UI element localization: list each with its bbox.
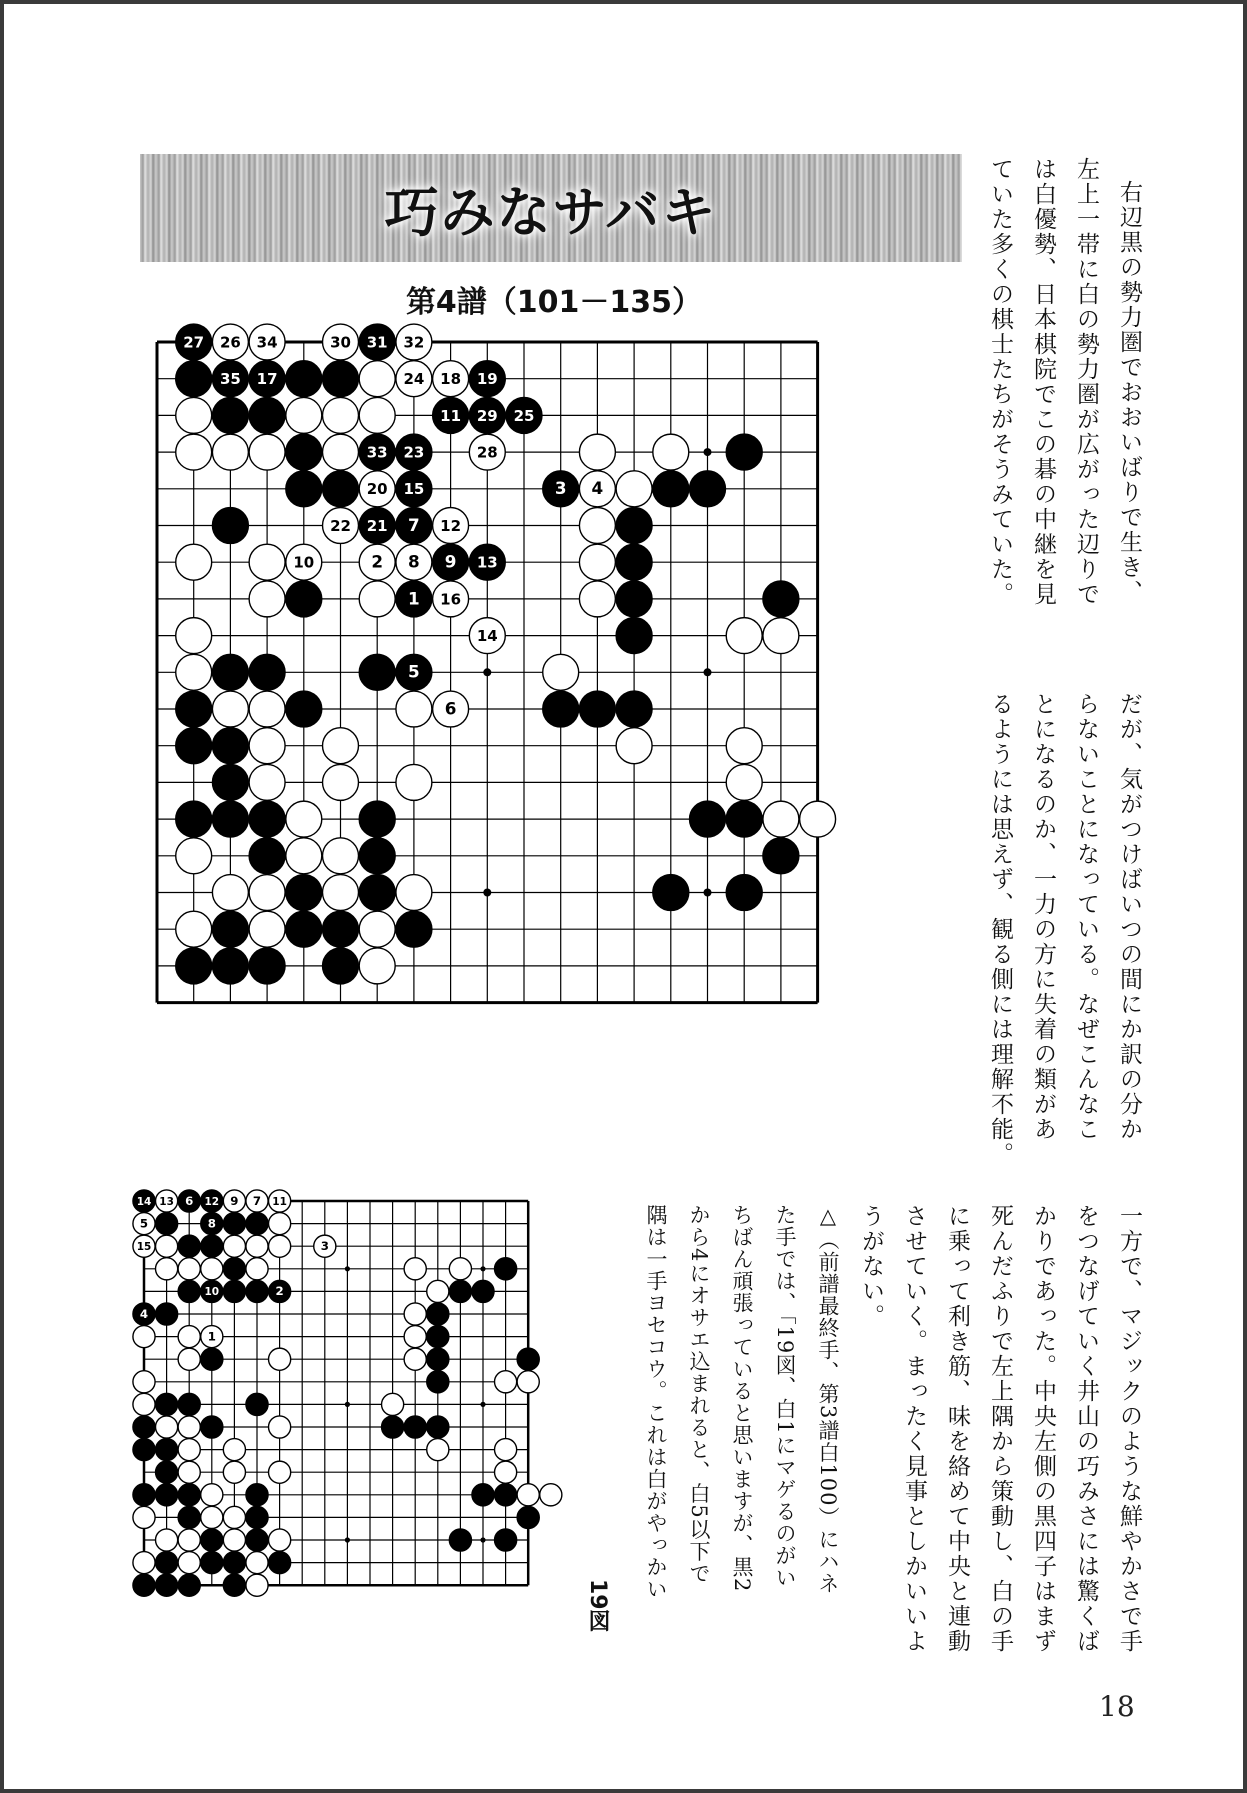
black-stone	[286, 434, 322, 470]
white-stone	[178, 1529, 200, 1551]
move-number: 1	[408, 588, 420, 609]
move-number: 9	[444, 551, 457, 572]
white-stone	[517, 1484, 539, 1506]
black-stone	[517, 1506, 539, 1528]
white-stone	[323, 397, 359, 433]
white-stone	[178, 1439, 200, 1461]
white-stone	[223, 1235, 245, 1257]
white-stone	[763, 801, 799, 837]
black-stone	[212, 508, 248, 544]
move-number: 4	[591, 478, 604, 499]
move-number: 26	[219, 333, 241, 352]
black-stone	[726, 875, 762, 911]
black-stone	[763, 581, 799, 617]
white-stone	[249, 728, 285, 764]
black-stone	[249, 948, 285, 984]
white-stone	[396, 875, 432, 911]
move-number: 16	[440, 590, 462, 609]
white-stone	[176, 654, 212, 690]
move-number: 10	[293, 553, 315, 572]
main-text2-column-1: だが、気がつけばいつの間にか訳の分か	[1116, 692, 1142, 1142]
black-stone	[246, 1213, 268, 1235]
lower-text-column-5: に乗って利き筋、味を絡めて中央と連動	[944, 1204, 970, 1654]
black-stone	[246, 1393, 268, 1415]
white-stone	[249, 544, 285, 580]
move-number: 12	[204, 1195, 220, 1208]
white-stone	[178, 1258, 200, 1280]
black-stone	[223, 1574, 245, 1596]
black-stone	[176, 801, 212, 837]
star-point	[480, 1402, 485, 1407]
black-stone	[286, 691, 322, 727]
black-stone	[323, 911, 359, 947]
move-number: 15	[403, 480, 425, 499]
lower-text-column-2: をつなげていく井山の巧みさには驚くば	[1073, 1204, 1099, 1654]
white-stone	[286, 838, 322, 874]
move-number: 28	[476, 443, 498, 462]
black-stone	[726, 801, 762, 837]
move-number: 30	[330, 333, 351, 352]
move-number: 7	[408, 514, 420, 535]
black-stone	[178, 1235, 200, 1257]
black-stone	[178, 1484, 200, 1506]
white-stone	[176, 618, 212, 654]
white-stone	[246, 1574, 268, 1596]
move-number: 7	[252, 1193, 262, 1208]
white-stone	[427, 1439, 449, 1461]
black-stone	[156, 1393, 178, 1415]
move-number: 14	[136, 1195, 152, 1208]
diagram-caption: 第4譜（101－135）	[405, 285, 703, 320]
white-stone	[269, 1529, 291, 1551]
black-stone	[249, 654, 285, 690]
white-stone	[249, 691, 285, 727]
black-stone	[286, 471, 322, 507]
black-stone	[246, 1484, 268, 1506]
black-stone	[382, 1416, 404, 1438]
black-stone	[495, 1484, 517, 1506]
move-number: 24	[403, 370, 425, 389]
white-stone	[249, 875, 285, 911]
white-stone	[133, 1506, 155, 1528]
white-stone	[178, 1326, 200, 1348]
white-stone	[249, 764, 285, 800]
star-point	[704, 668, 712, 676]
white-stone	[269, 1213, 291, 1235]
black-stone	[212, 764, 248, 800]
white-stone	[156, 1529, 178, 1551]
black-stone	[495, 1258, 517, 1280]
black-stone	[286, 361, 322, 397]
white-stone	[223, 1461, 245, 1483]
title-banner	[140, 154, 962, 262]
move-number: 5	[139, 1216, 149, 1231]
white-stone	[249, 581, 285, 617]
black-stone	[176, 691, 212, 727]
black-stone	[653, 471, 689, 507]
white-stone	[323, 875, 359, 911]
white-stone	[726, 764, 762, 800]
lower-text-column-3: かりであった。中央左側の黒四子はまず	[1030, 1204, 1056, 1654]
move-number: 31	[366, 333, 388, 352]
white-stone	[286, 397, 322, 433]
black-stone	[133, 1439, 155, 1461]
white-stone	[133, 1371, 155, 1393]
black-stone	[449, 1529, 471, 1551]
white-stone	[178, 1416, 200, 1438]
main-text-column-2: 左上一帯に白の勢力圏が広がった辺りで	[1073, 157, 1099, 607]
move-number: 21	[366, 516, 388, 535]
black-stone	[176, 361, 212, 397]
white-stone	[176, 434, 212, 470]
black-stone	[616, 581, 652, 617]
white-stone	[176, 544, 212, 580]
white-stone	[249, 434, 285, 470]
black-stone	[156, 1484, 178, 1506]
black-stone	[472, 1280, 494, 1302]
black-stone	[201, 1416, 223, 1438]
move-number: 9	[230, 1193, 239, 1208]
black-stone	[690, 471, 726, 507]
black-stone	[176, 948, 212, 984]
white-stone	[269, 1461, 291, 1483]
white-stone	[579, 544, 615, 580]
black-stone	[133, 1416, 155, 1438]
black-stone	[427, 1303, 449, 1325]
white-stone	[517, 1371, 539, 1393]
main-text-column-3: は白優勢、日本棋院でこの碁の中継を見	[1030, 157, 1056, 607]
black-stone	[359, 838, 395, 874]
star-point	[345, 1537, 350, 1542]
white-stone	[653, 434, 689, 470]
lower-text-column-1: 一方で、マジックのような鮮やかさで手	[1116, 1204, 1142, 1654]
move-number: 35	[219, 370, 241, 389]
lower-text-column-7: うがない。	[858, 1204, 884, 1329]
white-stone	[427, 1280, 449, 1302]
white-stone	[495, 1439, 517, 1461]
white-stone	[579, 581, 615, 617]
move-number: 5	[408, 661, 420, 682]
white-stone	[223, 1439, 245, 1461]
star-point	[345, 1402, 350, 1407]
white-stone	[543, 654, 579, 690]
move-number: 8	[408, 551, 420, 572]
black-stone	[178, 1280, 200, 1302]
white-stone	[396, 764, 432, 800]
white-stone	[323, 434, 359, 470]
black-stone	[156, 1213, 178, 1235]
white-stone	[404, 1326, 426, 1348]
move-number: 4	[139, 1306, 149, 1321]
black-stone	[201, 1348, 223, 1370]
white-stone	[359, 397, 395, 433]
white-stone	[133, 1326, 155, 1348]
black-stone	[178, 1393, 200, 1415]
black-stone	[653, 875, 689, 911]
white-stone	[156, 1416, 178, 1438]
black-stone	[726, 434, 762, 470]
black-stone	[427, 1326, 449, 1348]
black-stone	[156, 1303, 178, 1325]
black-stone	[286, 581, 322, 617]
move-number: 6	[185, 1193, 194, 1208]
lower-text-column-6: させていく。まったく見事としかいいよ	[901, 1204, 927, 1654]
go-board-19-figure	[122, 1186, 592, 1636]
white-stone	[249, 911, 285, 947]
black-stone	[212, 728, 248, 764]
black-stone	[156, 1439, 178, 1461]
white-stone	[323, 838, 359, 874]
white-stone	[616, 471, 652, 507]
white-stone	[133, 1552, 155, 1574]
move-number: 22	[330, 516, 351, 535]
move-number: 11	[440, 406, 462, 425]
white-stone	[359, 948, 395, 984]
white-stone	[223, 1506, 245, 1528]
black-stone	[212, 948, 248, 984]
move-number: 23	[403, 443, 425, 462]
black-stone	[133, 1574, 155, 1596]
black-stone	[212, 911, 248, 947]
white-stone	[246, 1552, 268, 1574]
black-stone	[616, 508, 652, 544]
black-stone	[156, 1574, 178, 1596]
white-stone	[323, 728, 359, 764]
go-board-main	[152, 320, 952, 1100]
star-point	[483, 889, 491, 897]
move-number: 13	[476, 553, 498, 572]
main-text2-column-2: らないことになっている。なぜこんなこ	[1073, 692, 1099, 1142]
note-text-column-3: ちばん頑張っていると思いますが、黒2	[730, 1204, 754, 1593]
move-number: 10	[204, 1286, 220, 1299]
white-stone	[178, 1552, 200, 1574]
black-stone	[178, 1574, 200, 1596]
white-stone	[156, 1258, 178, 1280]
move-number: 17	[256, 370, 278, 389]
move-number: 12	[440, 516, 462, 535]
black-stone	[249, 397, 285, 433]
black-stone	[690, 801, 726, 837]
white-stone	[133, 1393, 155, 1415]
black-stone	[269, 1552, 291, 1574]
book-page	[4, 4, 1243, 1789]
black-stone	[223, 1280, 245, 1302]
black-stone	[212, 801, 248, 837]
chapter-title: 巧みなサバキ	[384, 180, 718, 244]
black-stone	[449, 1280, 471, 1302]
black-stone	[176, 728, 212, 764]
star-point	[704, 889, 712, 897]
move-number: 18	[440, 370, 462, 389]
main-text-column-4: ていた多くの棋士たちがそうみていた。	[987, 157, 1013, 607]
black-stone	[212, 397, 248, 433]
black-stone	[616, 544, 652, 580]
move-number: 3	[554, 478, 567, 499]
black-stone	[323, 361, 359, 397]
white-stone	[201, 1484, 223, 1506]
move-number: 13	[159, 1195, 174, 1208]
white-stone	[800, 801, 836, 837]
black-stone	[246, 1506, 268, 1528]
move-number: 19	[476, 370, 498, 389]
move-number: 2	[275, 1284, 284, 1299]
page-number: 18	[1099, 1690, 1135, 1723]
white-stone	[176, 397, 212, 433]
move-number: 1	[207, 1329, 216, 1344]
white-stone	[495, 1461, 517, 1483]
black-stone	[359, 875, 395, 911]
black-stone	[579, 691, 615, 727]
white-stone	[404, 1303, 426, 1325]
lower-text-column-4: 死んだふりで左上隅から策動し、白の手	[987, 1204, 1013, 1654]
white-stone	[616, 728, 652, 764]
move-number: 34	[256, 333, 278, 352]
black-stone	[223, 1213, 245, 1235]
black-stone	[156, 1552, 178, 1574]
black-stone	[543, 691, 579, 727]
black-stone	[201, 1552, 223, 1574]
main-text-column-1: 右辺黒の勢力圏でおおいばりで生き、	[1116, 180, 1142, 605]
move-number: 14	[476, 627, 498, 645]
white-stone	[579, 508, 615, 544]
white-stone	[726, 728, 762, 764]
white-stone	[212, 434, 248, 470]
white-stone	[212, 875, 248, 911]
black-stone	[427, 1371, 449, 1393]
black-stone	[201, 1235, 223, 1257]
note-text-column-4: から4にオサエ込まれると、白5以下で	[687, 1204, 711, 1585]
main-text2-column-3: とになるのか、一力の方に失着の類があ	[1030, 692, 1056, 1142]
white-stone	[176, 911, 212, 947]
move-number: 32	[403, 333, 425, 352]
white-stone	[396, 691, 432, 727]
white-stone	[726, 618, 762, 654]
white-stone	[323, 764, 359, 800]
black-stone	[323, 471, 359, 507]
black-stone	[427, 1348, 449, 1370]
black-stone	[249, 801, 285, 837]
black-stone	[616, 691, 652, 727]
black-stone	[517, 1348, 539, 1370]
star-point	[480, 1537, 485, 1542]
white-stone	[178, 1461, 200, 1483]
black-stone	[396, 911, 432, 947]
white-stone	[156, 1235, 178, 1257]
white-stone	[201, 1258, 223, 1280]
white-stone	[269, 1235, 291, 1257]
black-stone	[212, 654, 248, 690]
black-stone	[156, 1461, 178, 1483]
white-stone	[269, 1416, 291, 1438]
white-stone	[763, 618, 799, 654]
white-stone	[359, 361, 395, 397]
move-number: 6	[444, 698, 457, 719]
black-stone	[178, 1506, 200, 1528]
black-stone	[223, 1258, 245, 1280]
white-stone	[382, 1393, 404, 1415]
white-stone	[540, 1484, 562, 1506]
move-number: 29	[476, 406, 498, 425]
black-stone	[323, 948, 359, 984]
white-stone	[176, 838, 212, 874]
main-text2-column-4: るようには思えず、観る側には理解不能。	[987, 692, 1013, 1167]
note-text-column-1: △（前譜最終手、第3譜白100）にハネ	[816, 1204, 840, 1595]
black-stone	[286, 875, 322, 911]
black-stone	[223, 1552, 245, 1574]
black-stone	[246, 1529, 268, 1551]
white-stone	[246, 1235, 268, 1257]
white-stone	[495, 1371, 517, 1393]
move-number: 8	[207, 1216, 216, 1231]
white-stone	[404, 1348, 426, 1370]
black-stone	[201, 1529, 223, 1551]
move-number: 25	[513, 406, 535, 425]
move-number: 3	[320, 1238, 329, 1253]
black-stone	[359, 654, 395, 690]
note-text-column-5: 隅は一手ヨセコウ。これは白がやっかい	[644, 1204, 668, 1600]
black-stone	[249, 838, 285, 874]
white-stone	[269, 1348, 291, 1370]
black-stone	[359, 801, 395, 837]
star-point	[480, 1266, 485, 1271]
star-point	[704, 448, 712, 456]
white-stone	[579, 434, 615, 470]
white-stone	[212, 691, 248, 727]
move-number: 2	[371, 551, 384, 572]
white-stone	[201, 1506, 223, 1528]
move-number: 27	[183, 333, 205, 352]
figure-label: 19図	[585, 1579, 610, 1632]
white-stone	[178, 1348, 200, 1370]
white-stone	[404, 1258, 426, 1280]
white-stone	[449, 1258, 471, 1280]
black-stone	[286, 911, 322, 947]
black-stone	[616, 618, 652, 654]
star-point	[483, 668, 491, 676]
black-stone	[495, 1529, 517, 1551]
move-number: 15	[136, 1240, 152, 1253]
white-stone	[223, 1529, 245, 1551]
black-stone	[246, 1280, 268, 1302]
white-stone	[246, 1258, 268, 1280]
black-stone	[404, 1416, 426, 1438]
move-number: 20	[366, 480, 388, 499]
black-stone	[133, 1484, 155, 1506]
white-stone	[286, 801, 322, 837]
star-point	[345, 1266, 350, 1271]
black-stone	[763, 838, 799, 874]
note-text-column-2: た手では、「19図、白1にマゲるのがい	[773, 1204, 797, 1589]
black-stone	[472, 1484, 494, 1506]
white-stone	[359, 581, 395, 617]
move-number: 33	[366, 443, 388, 462]
black-stone	[427, 1416, 449, 1438]
move-number: 11	[272, 1195, 287, 1208]
white-stone	[359, 911, 395, 947]
